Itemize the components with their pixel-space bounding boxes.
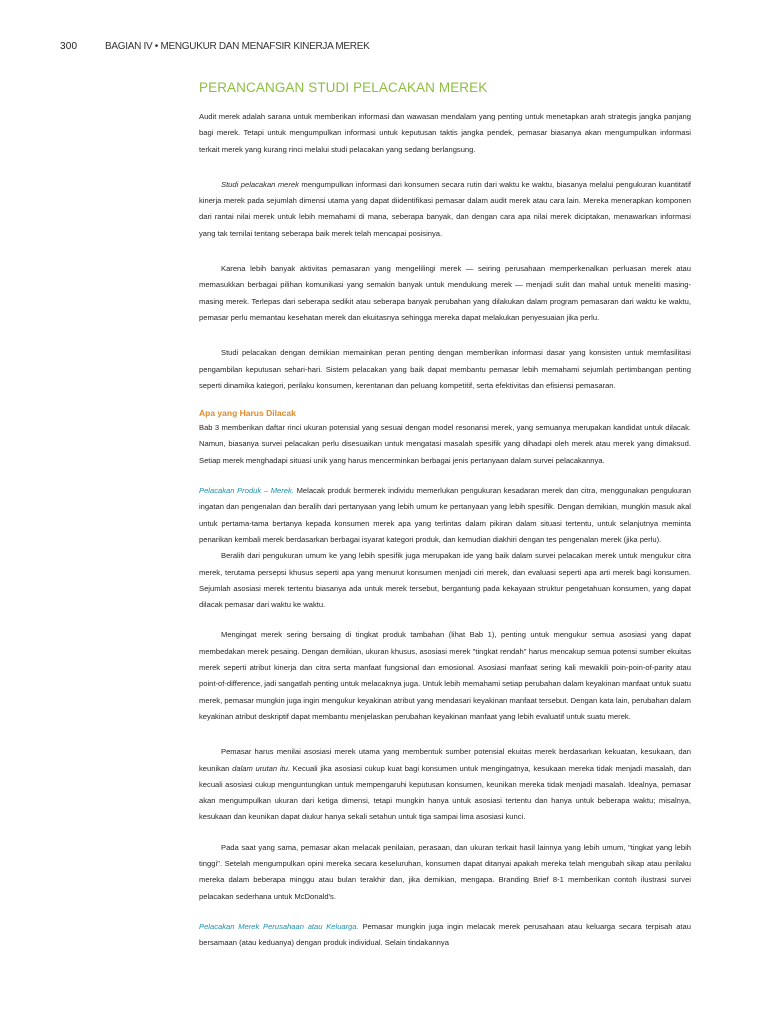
paragraph-tracking-role: Studi pelacakan dengan demikian memainkan peran penting dengan memberikan informasi dasar yang konsisten untuk memfasilitasi pengambilan keputusan sehari-hari. Sistem pelacakan yang baik dapat membantu pemasar lebih memahami sejumlah pertimbangan penting seperti dinamika kategori, perilaku konsumen, kerentanan dan peluang kompetitif, serta efektivitas dan efisiensi pemasaran.	[199, 348, 691, 390]
term-pelacakan-merek-perusahaan: Pelacakan Merek Perusahaan atau Keluarga.	[199, 921, 359, 931]
paragraph-text: Melacak produk bermerek individu memerlukan pengukuran kesadaran merek dan citra, menggunakan pengukuran ingatan dan pengenalan dan beralih dari pertanyaan yang lebih umum ke pertanyaan yang lebih spesifik. Dengan demikian, mungkin masuk akal untuk pertama-tama bertanya kepada konsumen merek apa yang terlintas dalam pikiran dalam situasi tertentu, untuk selanjutnya meminta penarikan kembali merek berdasarkan berbagai isyarat kategori produk, dan kemudian diakhiri dengan tes pengenalan merek (jika perlu).	[199, 486, 691, 544]
paragraph-marketing-activity: Karena lebih banyak aktivitas pemasaran yang mengelilingi merek — seiring perusahaan memperkenalkan perluasan merek atau memasukkan berbagai pilihan komunikasi yang semakin banyak untuk mendukung merek — menjadi sulit dan mahal untuk meneliti masing-masing merek. Terlepas dari seberapa sedikit atau seberapa banyak perubahan yang dilakukan dalam program pemasaran dari waktu ke waktu, pemasar perlu memantau kesehatan merek dan ekuitasnya sehingga mereka dapat melakukan penyesuaian jika perlu.	[199, 264, 691, 322]
paragraph-text: mengumpulkan informasi dari konsumen secara rutin dari waktu ke waktu, biasanya melalui pengukuran kuantitatif kinerja merek pada sejumlah dimensi utama yang dapat diidentifikasi pemasar dalam audit merek atau cara lain. Mereka menerapkan komponen dari rantai nilai merek untuk lebih memahami di mana, seberapa banyak, dan dengan cara apa nilai merek diciptakan, menawarkan informasi yang tak ternilai tentang seberapa baik merek telah mencapai posisinya.	[199, 179, 692, 238]
paragraph-chapter-3: Bab 3 memberikan daftar rinci ukuran potensial yang sesuai dengan model resonansi merek, yang semuanya merupakan kandidat untuk dilacak. Namun, biasanya survei pelacakan perlu disesuaikan untuk mengatasi masalah spesifik yang dihadapi oleh merek atau merek yang dimaksud. Setiap merek menghadapi situasi unik yang harus mencerminkan berbagai jenis pertanyaan dalam survei pelacakannya.	[199, 423, 691, 465]
page-content	[199, 80, 691, 951]
page-number: 300	[60, 41, 78, 52]
paragraph-text: Pemasar harus menilai asosiasi merek utama yang membentuk sumber potensial ekuitas merek berdasarkan kekuatan, kesukaan, dan keunikan	[199, 747, 691, 773]
paragraph-corporate-tracking	[199, 919, 691, 952]
paragraph-product-brand-tracking	[199, 483, 691, 548]
paragraph-tracking-definition	[199, 177, 691, 242]
paragraph-association-order	[199, 744, 691, 825]
running-head: BAGIAN IV • MENGUKUR DAN MENAFSIR KINERJA MEREK	[105, 41, 370, 52]
paragraph-brand-associations: Mengingat merek sering bersaing di tingkat produk tambahan (lihat Bab 1), penting untuk mengukur semua asosiasi yang dapat membedakan merek pesaing. Dengan demikian, ukuran khusus, asosiasi merek "tingkat rendah" harus mencakup semua potensi sumber ekuitas merek seperti atribut kinerja dan citra serta manfaat fungsional dan emosional. Asosiasi manfaat sering kali mewakili poin-poin-of-parity atau point-of-difference, jadi sangatlah penting untuk melacaknya juga. Untuk lebih memahami setiap perubahan dalam keyakinan manfaat untuk suatu merek, pemasar mungkin juga ingin mengukur keyakinan atribut yang mendasari keyakinan manfaat tersebut. Dengan kata lain, perubahan dalam keyakinan atribut deskriptif dapat membantu menjelaskan perubahan keyakinan manfaat yang lebih evaluatif untuk suatu merek.	[199, 630, 691, 721]
term-pelacakan-produk-merek: Pelacakan Produk – Merek.	[199, 486, 294, 496]
term-studi-pelacakan-merek: Studi pelacakan merek	[221, 179, 299, 189]
subhead-what-to-track: Apa yang Harus Dilacak	[199, 408, 296, 419]
section-title: PERANCANGAN STUDI PELACAKAN MEREK	[199, 80, 488, 95]
paragraph-brand-image: Beralih dari pengukuran umum ke yang lebih spesifik juga merupakan ide yang baik dalam survei pelacakan merek untuk mengukur citra merek, terutama persepsi khusus seperti apa yang menurut konsumen menjadi ciri merek, dan evaluasi seperti apa arti merek bagi konsumen. Sejumlah asosiasi merek tertentu biasanya ada untuk merek tersebut, bergantung pada kekayaan struktur pengetahuan konsumen, yang dapat dilacak pemasar dari waktu ke waktu.	[199, 551, 691, 610]
paragraph-text: . Kecuali jika asosiasi cukup kuat bagi konsumen untuk mengingatnya, kesukaan mereka tidak menjadi masalah, dan kecuali asosiasi cukup menguntungkan untuk mempengaruhi keputusan konsumen, keunikan mereka tidak menjadi masalah. Idealnya, pemasar akan mengumpulkan ukuran dari ketiga dimensi, tetapi mungkin hanya untuk asosiasi tertentu dan hanya untuk beberapa waktu; misalnya, kesukaan dan keunikan dapat diukur hanya sekali setahun untuk tiga sampai lima asosiasi kunci.	[199, 763, 691, 822]
paragraph-intro: Audit merek adalah sarana untuk memberikan informasi dan wawasan mendalam yang penting untuk menetapkan arah strategis jangka panjang bagi merek. Tetapi untuk mengumpulkan informasi untuk keputusan taktis jangka pendek, pemasar biasanya akan mengumpulkan informasi terkait merek yang kurang rinci melalui studi pelacakan yang sedang berlangsung.	[199, 112, 691, 154]
paragraph-text: Pemasar mungkin juga ingin melacak merek perusahaan atau keluarga secara terpisah atau bersamaan (atau keduanya) dengan produk individual. Selain tindakannya	[199, 921, 691, 948]
emphasis-dalam-urutan-itu: dalam urutan itu	[232, 763, 288, 773]
paragraph-higher-level-measures: Pada saat yang sama, pemasar akan melacak penilaian, perasaan, dan ukuran terkait hasil lainnya yang lebih umum, "tingkat yang lebih tinggi". Setelah mengumpulkan opini mereka secara keseluruhan, konsumen dapat ditanyai apakah mereka telah mengubah sikap atau perilaku mereka dalam beberapa minggu atau bulan terakhir dan, jika demikian, mengapa. Branding Brief 8-1 memberikan contoh ilustrasi survei pelacakan sederhana untuk McDonald's.	[199, 842, 691, 901]
